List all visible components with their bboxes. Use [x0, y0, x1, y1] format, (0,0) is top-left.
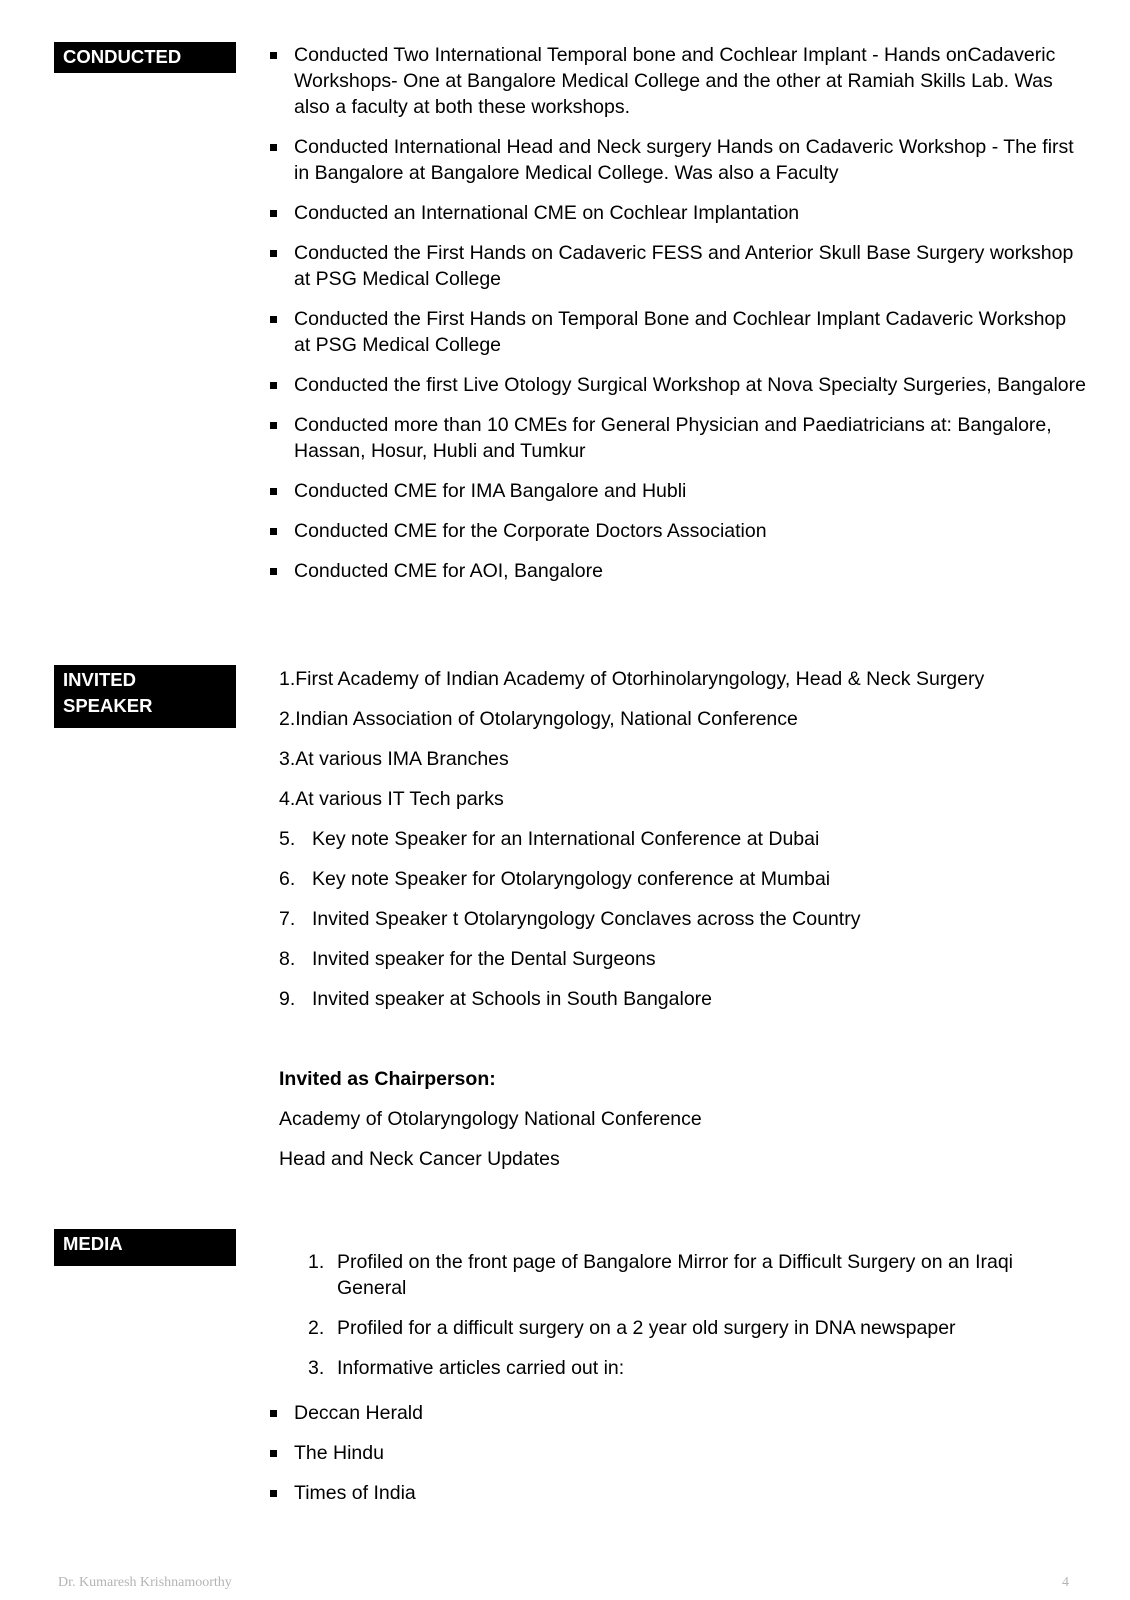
- list-item-text: Invited speaker for the Dental Surgeons: [312, 948, 656, 970]
- list-item: [266, 134, 1086, 186]
- list-number: 6.: [279, 868, 296, 890]
- list-number: 3.: [279, 748, 296, 770]
- list-item: [266, 1440, 1086, 1466]
- square-bullet-icon: [270, 250, 277, 257]
- invited-speaker-list-compact: [279, 666, 1099, 826]
- list-number: 2.: [308, 1317, 325, 1339]
- list-item: [279, 946, 1099, 972]
- section-label-media: [54, 1229, 236, 1266]
- list-item: [266, 518, 1086, 544]
- list-item-text: Conducted Two International Temporal bone and Cochlear Implant - Hands onCadaveric Workshops- One at Bangalore Medical College and the other at Ramiah Skills Lab. Was also a faculty at both these workshops.: [294, 44, 1056, 118]
- list-item-text: At various IT Tech parks: [295, 788, 504, 810]
- list-item: [279, 866, 1099, 892]
- list-item: [279, 786, 1099, 812]
- list-number: 1.: [279, 668, 296, 690]
- list-item: [308, 1355, 1058, 1381]
- list-number: 7.: [279, 908, 296, 930]
- list-item: [308, 1315, 1058, 1341]
- list-item: [266, 1480, 1086, 1506]
- list-item-text: Conducted CME for IMA Bangalore and Hubli: [294, 480, 687, 502]
- list-item-text: Invited Speaker t Otolaryngology Conclaves across the Country: [312, 908, 861, 930]
- square-bullet-icon: [270, 1450, 277, 1457]
- list-item: [266, 372, 1086, 398]
- list-item-text: Profiled on the front page of Bangalore Mirror for a Difficult Surgery on an Iraqi General: [337, 1251, 1013, 1299]
- chairperson-item: Head and Neck Cancer Updates: [279, 1148, 560, 1170]
- list-number: 5.: [279, 828, 296, 850]
- square-bullet-icon: [270, 422, 277, 429]
- list-number: 9.: [279, 988, 296, 1010]
- conducted-list: [266, 42, 1086, 598]
- chairperson-item: Academy of Otolaryngology National Conference: [279, 1108, 702, 1130]
- list-item-text: Key note Speaker for Otolaryngology conference at Mumbai: [312, 868, 831, 890]
- list-number: 8.: [279, 948, 296, 970]
- chairperson-heading: Invited as Chairperson:: [279, 1068, 496, 1090]
- list-item: [279, 826, 1099, 852]
- square-bullet-icon: [270, 488, 277, 495]
- square-bullet-icon: [270, 1410, 277, 1417]
- list-item-text: Indian Association of Otolaryngology, National Conference: [295, 708, 798, 730]
- list-item-text: Deccan Herald: [294, 1402, 423, 1424]
- list-item: [279, 746, 1099, 772]
- square-bullet-icon: [270, 382, 277, 389]
- list-item: [266, 1400, 1086, 1426]
- section-label-text-line1: INVITED: [63, 669, 136, 690]
- list-item-text: Invited speaker at Schools in South Bangalore: [312, 988, 713, 1010]
- square-bullet-icon: [270, 528, 277, 535]
- square-bullet-icon: [270, 568, 277, 575]
- list-item-text: Conducted the First Hands on Cadaveric FESS and Anterior Skull Base Surgery workshop at PSG Medical College: [294, 242, 1074, 290]
- list-item: [266, 240, 1086, 292]
- list-item-text: Conducted the first Live Otology Surgical Workshop at Nova Specialty Surgeries, Bangalore: [294, 374, 1086, 396]
- list-item: [266, 42, 1086, 120]
- list-item: [279, 706, 1099, 732]
- list-number: 2.: [279, 708, 296, 730]
- list-item-text: Conducted International Head and Neck surgery Hands on Cadaveric Workshop - The first in Bangalore at Bangalore Medical College. Was also a Faculty: [294, 136, 1074, 184]
- list-item: [279, 986, 1099, 1012]
- list-item: [279, 666, 1099, 692]
- square-bullet-icon: [270, 1490, 277, 1497]
- list-item: [308, 1249, 1058, 1301]
- list-item: [266, 200, 1086, 226]
- list-number: 3.: [308, 1357, 325, 1379]
- publications-list: [266, 1400, 1086, 1520]
- square-bullet-icon: [270, 210, 277, 217]
- section-label-invited-speaker: [54, 665, 236, 728]
- list-item-text: Conducted the First Hands on Temporal Bone and Cochlear Implant Cadaveric Workshop at PSG Medical College: [294, 308, 1067, 356]
- list-item: [266, 306, 1086, 358]
- list-item: [266, 478, 1086, 504]
- section-label-text-line2: SPEAKER: [63, 695, 153, 716]
- list-number: 4.: [279, 788, 296, 810]
- list-item: [266, 412, 1086, 464]
- list-item: [266, 558, 1086, 584]
- square-bullet-icon: [270, 144, 277, 151]
- square-bullet-icon: [270, 52, 277, 59]
- list-item-text: At various IMA Branches: [295, 748, 509, 770]
- media-list: [308, 1249, 1058, 1395]
- section-label-text: MEDIA: [63, 1233, 123, 1254]
- list-number: 1.: [308, 1251, 325, 1273]
- list-item-text: The Hindu: [294, 1442, 384, 1464]
- list-item-text: Key note Speaker for an International Conference at Dubai: [312, 828, 820, 850]
- section-label-text: CONDUCTED: [63, 46, 182, 67]
- list-item-text: First Academy of Indian Academy of Otorhinolaryngology, Head & Neck Surgery: [295, 668, 985, 690]
- list-item: [279, 906, 1099, 932]
- footer-page-number: 4: [1062, 1575, 1069, 1590]
- list-item-text: Informative articles carried out in:: [337, 1357, 625, 1379]
- invited-speaker-list-spaced: [279, 826, 1099, 1026]
- section-label-conducted: [54, 42, 236, 73]
- footer-author: Dr. Kumaresh Krishnamoorthy: [58, 1575, 232, 1590]
- list-item-text: Times of India: [294, 1482, 416, 1504]
- square-bullet-icon: [270, 316, 277, 323]
- list-item-text: Conducted more than 10 CMEs for General Physician and Paediatricians at: Bangalore, Hassan, Hosur, Hubli and Tumkur: [294, 414, 1052, 462]
- list-item-text: Profiled for a difficult surgery on a 2 year old surgery in DNA newspaper: [337, 1317, 956, 1339]
- list-item-text: Conducted an International CME on Cochlear Implantation: [294, 202, 800, 224]
- list-item-text: Conducted CME for the Corporate Doctors Association: [294, 520, 767, 542]
- list-item-text: Conducted CME for AOI, Bangalore: [294, 560, 603, 582]
